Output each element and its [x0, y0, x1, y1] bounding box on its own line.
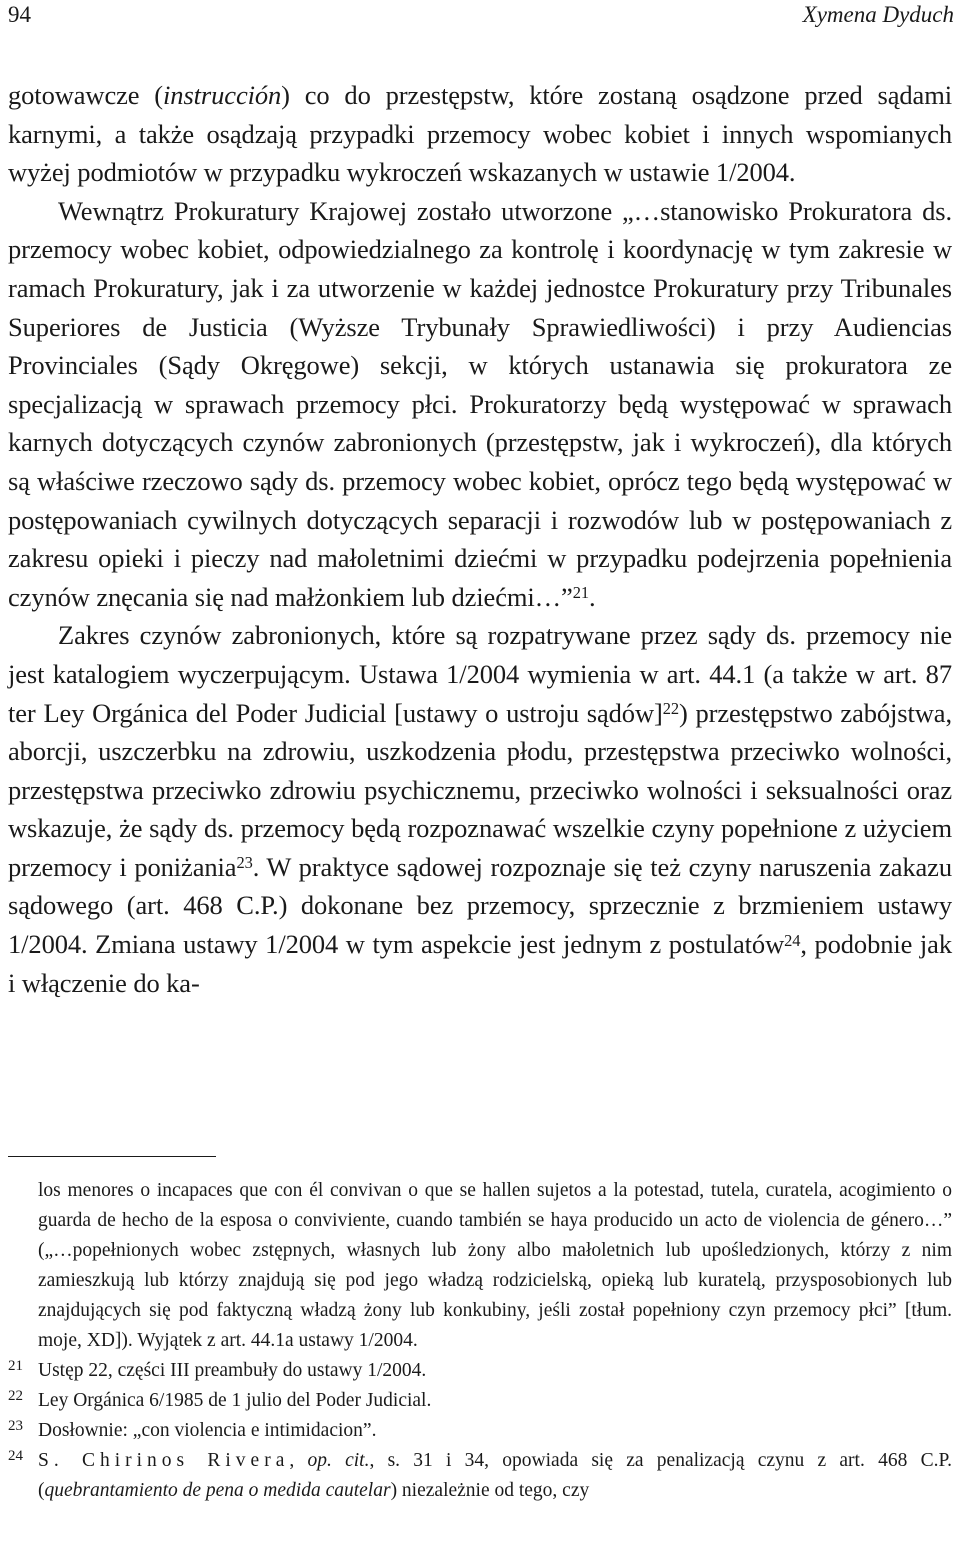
footnote-21	[8, 1356, 952, 1386]
footnote-number: 23	[8, 1418, 23, 1434]
footnote-number: 22	[8, 1388, 23, 1404]
page-number: 94	[8, 2, 31, 27]
text-run: Wewnątrz Prokuratury Krajowej zostało utworzone „…stanowisko Prokuratora ds. przemocy wobec kobiet, odpowiedzialnego za kontrolę i koordynację w tym zakresie w ramach Prokuratury, jak i za utworzenie w każdej jednostce Prokuratury przy Tribunales Superiores de Justicia (Wyższe Trybunały Sprawiedliwości) i przy Audiencias Provinciales (Sądy Okręgowe) sekcji, w których ustanawia się prokuratora ze specjalizacją w sprawach przemocy płci. Prokuratorzy będą występować w sprawach karnych dotyczących czynów zabronionych (przestępstw, jak i wykroczeń), dla których są właściwe rzeczowo sądy ds. przemocy wobec kobiet, oprócz tego będą występować w postępowaniach cywilnych dotyczących separacji i rozwodów lub w postępowaniach z zakresu opieki i pieczy nad małoletnimi dziećmi w przypadku podejrzenia popełnienia czynów znęcania się nad małżonkiem lub dziećmi…”	[8, 195, 952, 612]
text-run: .	[588, 581, 596, 612]
footnote-24	[8, 1446, 952, 1506]
footnote-22	[8, 1386, 952, 1416]
footnote-number: 21	[8, 1358, 23, 1374]
italic-term: quebrantamiento de pena o medida cautelar	[44, 1480, 391, 1501]
footnote-ref-21[interactable]: 21	[572, 583, 589, 603]
footnote-number: 24	[8, 1448, 23, 1464]
paragraph-2	[8, 192, 952, 617]
text-run: . W praktyce sądowej rozpoznaje się też czyny naruszenia zakazu sądowego (art. 468 C.P.) dokonane bez przemocy, sprzecznie z brzmieniem ustawy 1/2004. Zmiana ustawy 1/2004 w tym aspekcie jest jednym z postulatów	[8, 851, 952, 960]
footnote-separator	[8, 1156, 216, 1157]
text-run: ,	[289, 1450, 308, 1471]
footnote-ref-24[interactable]: 24	[784, 930, 801, 950]
footnotes	[8, 1176, 952, 1506]
footnote-ref-23[interactable]: 23	[236, 853, 253, 873]
paragraph-3	[8, 616, 952, 1002]
paragraph-1	[8, 76, 952, 192]
author-name: S. Chirinos Rivera	[38, 1450, 290, 1471]
footnote-text: los menores o incapaces que con él convivan o que se hallen sujetos a la potestad, tutela, curatela, acogimiento o guarda de hecho de la esposa o conviviente, cuando también se haya producido un acto de violencia de género…” („…popełnionych wobec zstępnych, własnych lub żony albo małoletnich lub upośledzionych, którzy z nim zamieszkują lub którzy znajdują się pod jego władzą rodzicielską, opieką lub kuratelą, przysposobionych lub znajdujących się pod faktyczną władzą żony lub konkubiny, jeśli został popełniony czyn przemocy płci” [tłum. moje, XD]). Wyjątek z art. 44.1a ustawy 1/2004.	[38, 1180, 952, 1351]
footnote-text: Ustęp 22, części III preambuły do ustawy 1/2004.	[38, 1360, 427, 1381]
page-header	[8, 0, 954, 34]
text-run: ) co do przestępstw, które zostaną osądzone przed sądami karnymi, a także osądzają przypadki przemocy wobec kobiet i innych wspomianych wyżej podmiotów w przypadku wykroczeń wskazanych w ustawie 1/2004.	[8, 80, 952, 188]
text-run: , s. 31 i 34, opowiada się za penalizacją czynu z art. 468 C.P. (	[38, 1450, 953, 1501]
body-text	[8, 76, 952, 1002]
text-run: , podobnie jak i włączenie do ka-	[8, 929, 952, 998]
italic-term: instrucción	[163, 80, 282, 110]
running-head-author: Xymena Dyduch	[802, 2, 954, 27]
text-run: gotowawcze (	[8, 80, 164, 110]
footnote-23	[8, 1416, 952, 1446]
footnote-ref-22[interactable]: 22	[662, 699, 679, 719]
footnote-text: Ley Orgánica 6/1985 de 1 julio del Poder Judicial.	[38, 1390, 432, 1411]
text-run: Zakres czynów zabronionych, które są rozpatrywane przez sądy ds. przemocy nie jest katalogiem wyczerpującym. Ustawa 1/2004 wymienia w art. 44.1 (a także w art. 87 ter Ley Orgánica del Poder Judicial [ustawy o ustroju sądów]	[8, 620, 952, 728]
italic-term: op. cit.	[307, 1450, 370, 1471]
footnote-text: Dosłownie: „con violencia e intimidacion”.	[38, 1420, 377, 1441]
text-run: ) niezależnie od tego, czy	[390, 1480, 590, 1501]
text-run: ) przestępstwo zabójstwa, aborcji, uszczerbku na zdrowiu, uszkodzenia płodu, przestępstwa przeciwko wolności, przestępstwa przeciwko zdrowiu psychicznemu, przeciwko wolności i seksualności oraz wskazuje, że sądy ds. przemocy będą rozpoznawać wszelkie czyny popełnione z użyciem przemocy i poniżania	[8, 697, 952, 882]
footnote-continuation	[8, 1176, 952, 1356]
